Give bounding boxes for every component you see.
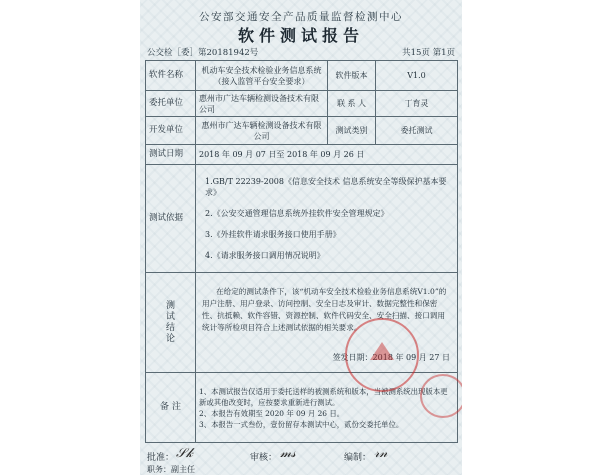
report-number: 公交检［委］第20181942号 — [147, 48, 259, 58]
sign-date: 签发日期：2018 年 09 月 27 日 — [332, 353, 450, 362]
test-date-value: 2018 年 09 月 07 日至 2018 年 09 月 26 日 — [196, 145, 458, 165]
conclusion-label — [146, 273, 196, 373]
developer-label: 开发单位 — [146, 117, 196, 145]
software-version-label: 软件版本 — [328, 61, 376, 91]
basis-item: 1.GB/T 22239-2008《信息安全技术 信息系统安全等级保护基本要求》 — [205, 177, 447, 197]
developer-value: 惠州市广达车辆检测设备技术有限公司 — [196, 117, 328, 145]
org-title: 公安部交通安全产品质量监督检测中心 — [199, 11, 403, 23]
basis-item: 4.《请求服务接口调用情况说明》 — [205, 251, 325, 260]
reviewer-signature: 𝓂𝓈 — [280, 446, 296, 461]
basis-list — [196, 165, 458, 273]
editor-label: 编制： — [344, 453, 372, 463]
meta-row — [147, 46, 455, 58]
test-type-value: 委托测试 — [376, 117, 458, 145]
row-software — [146, 61, 458, 91]
row-basis — [146, 165, 458, 273]
note-item: 3、本报告一式叁份，壹份留存本测试中心，贰份交委托单位。 — [199, 419, 404, 429]
software-name-label: 软件名称 — [146, 61, 196, 91]
notes-label — [146, 373, 196, 443]
note-item: 1、本测试报告仅适用于委托送样的被测系统和版本，当被测系统出现版本更新或其他改变时，应按要求重新进行测试。 — [199, 386, 448, 407]
conclusion-char: 试 — [165, 311, 175, 322]
report-page — [140, 0, 462, 475]
conclusion-char: 测 — [165, 300, 175, 311]
basis-item: 2.《公安交通管理信息系统外挂软件安全管理规定》 — [205, 209, 389, 218]
note-item: 2、本报告有效期至 2020 年 09 月 26 日。 — [199, 408, 345, 418]
contact-value: 丁育灵 — [376, 91, 458, 117]
approver-label: 批准： — [147, 453, 175, 463]
test-type-label: 测试类别 — [328, 117, 376, 145]
client-unit-value: 惠州市广达车辆检测设备技术有限公司 — [196, 91, 328, 117]
signature-footer — [140, 446, 462, 475]
row-test-date — [146, 145, 458, 165]
conclusion-char: 结 — [165, 322, 175, 333]
conclusion-cell — [196, 273, 458, 373]
client-unit-label: 委托单位 — [146, 91, 196, 117]
conclusion-char: 论 — [165, 333, 175, 344]
software-name-value: 机动车安全技术检验业务信息系统（接入监管平台安全要求） — [196, 61, 328, 91]
test-date-label: 测试日期 — [146, 145, 196, 165]
row-notes — [146, 373, 458, 443]
approver-role: 职务：副主任 — [147, 465, 195, 474]
report-title: 软件测试报告 — [237, 26, 364, 45]
row-developer — [146, 117, 458, 145]
contact-label: 联 系 人 — [328, 91, 376, 117]
notes-char: 备 — [160, 402, 170, 412]
notes-char: 注 — [171, 402, 181, 412]
side-seal — [420, 374, 462, 418]
page-info: 共15页 第1页 — [402, 48, 455, 58]
reviewer-label: 审核： — [250, 453, 278, 463]
editor-signature: 𝓇𝓃 — [374, 446, 388, 461]
row-conclusion — [146, 273, 458, 373]
basis-item: 3.《外挂软件请求服务接口使用手册》 — [205, 230, 341, 239]
row-client — [146, 91, 458, 117]
software-version-value: V1.0 — [376, 61, 458, 91]
basis-label: 测试依据 — [146, 165, 196, 273]
conclusion-text: 在给定的测试条件下，该“机动车安全技术检验业务信息系统V1.0”的用户注册、用户登录、访问控制、安全日志及审计、数据完整性和保密性、抗抵赖、软件容错、资源控制、软件代码安全、安全扫描、接口调用统计等所检项目符合上述测试依据的相关要求。 — [202, 287, 447, 332]
notes-cell — [196, 373, 458, 443]
report-table — [145, 60, 458, 443]
approver-signature: 𝒮𝓀 — [176, 446, 194, 461]
